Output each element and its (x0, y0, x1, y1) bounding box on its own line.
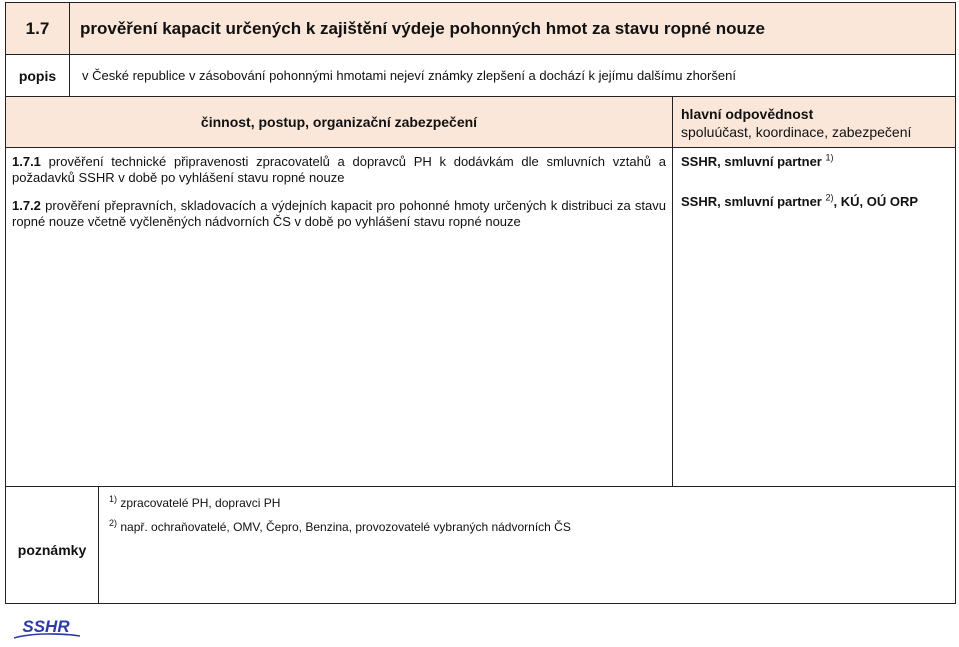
activity-item (12, 198, 666, 230)
responsibility-item (681, 154, 947, 182)
note-item (109, 519, 945, 535)
column-header-row (6, 97, 955, 148)
responsibility-list (673, 148, 955, 486)
column-header-responsibility (673, 97, 955, 148)
footnote-ref: 2) (825, 192, 834, 203)
note-item (109, 495, 945, 511)
logo-text: SSHR (22, 617, 70, 636)
footnote-mark: 1) (109, 494, 118, 504)
responsibility-sub-label: spoluúčast, koordinace, zabezpečení (681, 124, 912, 140)
note-text: zpracovatelé PH, dopravci PH (117, 496, 281, 510)
activity-code: 1.7.2 (12, 198, 41, 213)
notes-row (6, 487, 955, 603)
activity-item (12, 154, 666, 186)
footnote-ref: 1) (825, 152, 834, 163)
section-number: 1.7 (6, 3, 70, 54)
sshr-logo (10, 615, 84, 641)
activity-text: prověření přepravních, skladovacích a výdejních kapacit pro pohonné hmoty určených k distribuci za stavu ropné nouze včetně vyčleněných nádvorních ČS v době po vyhlášení stavu ropné nouze (12, 198, 666, 229)
popis-text: v České republice v zásobování pohonnými hmotami nejeví známky zlepšení a dochází k jejímu dalšímu zhoršení (82, 68, 736, 83)
responsibility-item (681, 194, 947, 222)
body-row (6, 148, 955, 487)
activity-text: prověření technické připravenosti zpracovatelů a dopravců PH k dodávkám dle smluvních vztahů a požadavků SSHR v době po vyhlášení stavu ropné nouze (12, 154, 666, 185)
notes-label: poznámky (6, 487, 99, 603)
notes-list (99, 487, 955, 603)
footnote-mark: 2) (109, 518, 118, 528)
header-row (6, 3, 955, 55)
note-text: např. ochraňovatelé, OMV, Čepro, Benzina, provozovatelé vybraných nádvorních ČS (117, 520, 571, 534)
column-header-activity: činnost, postup, organizační zabezpečení (6, 97, 673, 148)
responsibility-main-label: hlavní odpovědnost (681, 106, 814, 122)
measure-table (5, 2, 956, 604)
popis-label: popis (6, 55, 70, 96)
activity-code: 1.7.1 (12, 154, 41, 169)
responsibility-text: SSHR, smluvní partner (681, 154, 822, 169)
responsibility-extra: , KÚ, OÚ ORP (833, 194, 919, 209)
responsibility-text: SSHR, smluvní partner (681, 194, 822, 209)
activity-list (6, 148, 673, 486)
section-title: prověření kapacit určených k zajištění výdeje pohonných hmot za stavu ropné nouze (70, 3, 955, 54)
popis-row (6, 55, 955, 97)
